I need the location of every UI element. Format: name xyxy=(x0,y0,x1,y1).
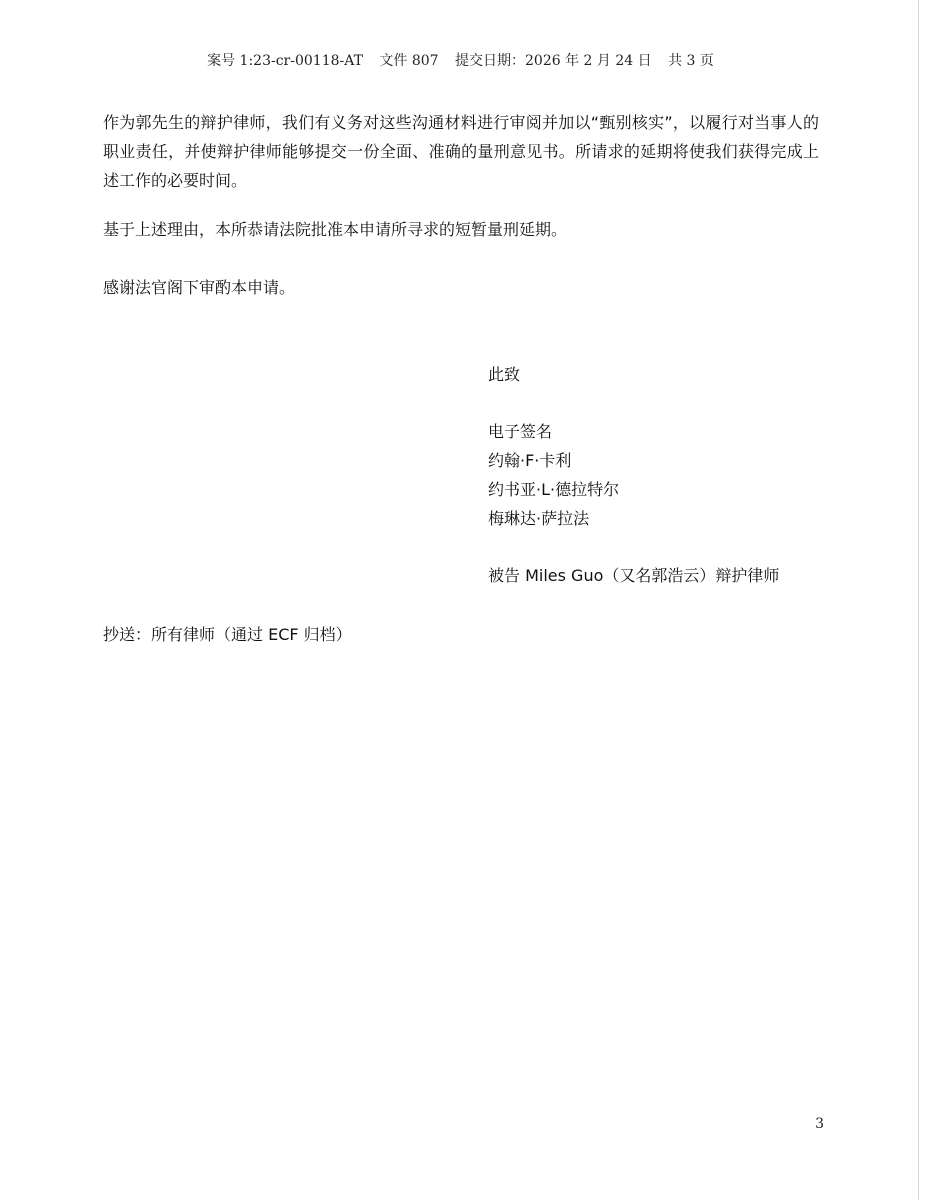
signatory-name: 约翰·F·卡利 xyxy=(488,451,572,470)
page-count: 共 3 页 xyxy=(668,53,714,69)
filed-date: 提交日期：2026 年 2 月 24 日 xyxy=(455,53,652,69)
electronic-signature-label: 电子签名 xyxy=(488,422,553,441)
signatory-name: 约书亚·L·德拉特尔 xyxy=(488,480,620,499)
body-paragraph: 基于上述理由，本所恭请法院批准本申请所寻求的短暂量刑延期。 xyxy=(103,220,568,239)
filing-header xyxy=(0,50,921,70)
cc-line: 抄送：所有律师（通过 ECF 归档） xyxy=(103,625,352,644)
body-paragraph: 感谢法官阁下审酌本申请。 xyxy=(103,278,296,297)
body-paragraph: 作为郭先生的辩护律师，我们有义务对这些沟通材料进行审阅并加以“甄别核实”，以履行对当事人的职业责任，并使辩护律师能够提交一份全面、准确的量刑意见书。所请求的延期将使我们获得完成上述工作的必要时间。 xyxy=(103,113,819,190)
signatory-name: 梅琳达·萨拉法 xyxy=(488,509,590,528)
case-number: 案号 1:23-cr-00118-AT xyxy=(207,53,363,69)
signature-block xyxy=(488,360,848,590)
counsel-role: 被告 Miles Guo（又名郭浩云）辩护律师 xyxy=(488,566,780,585)
page-edge-divider xyxy=(918,0,919,1200)
document-number: 文件 807 xyxy=(379,53,439,69)
page-number: 3 xyxy=(815,1116,824,1132)
closing-salutation: 此致 xyxy=(488,365,521,384)
